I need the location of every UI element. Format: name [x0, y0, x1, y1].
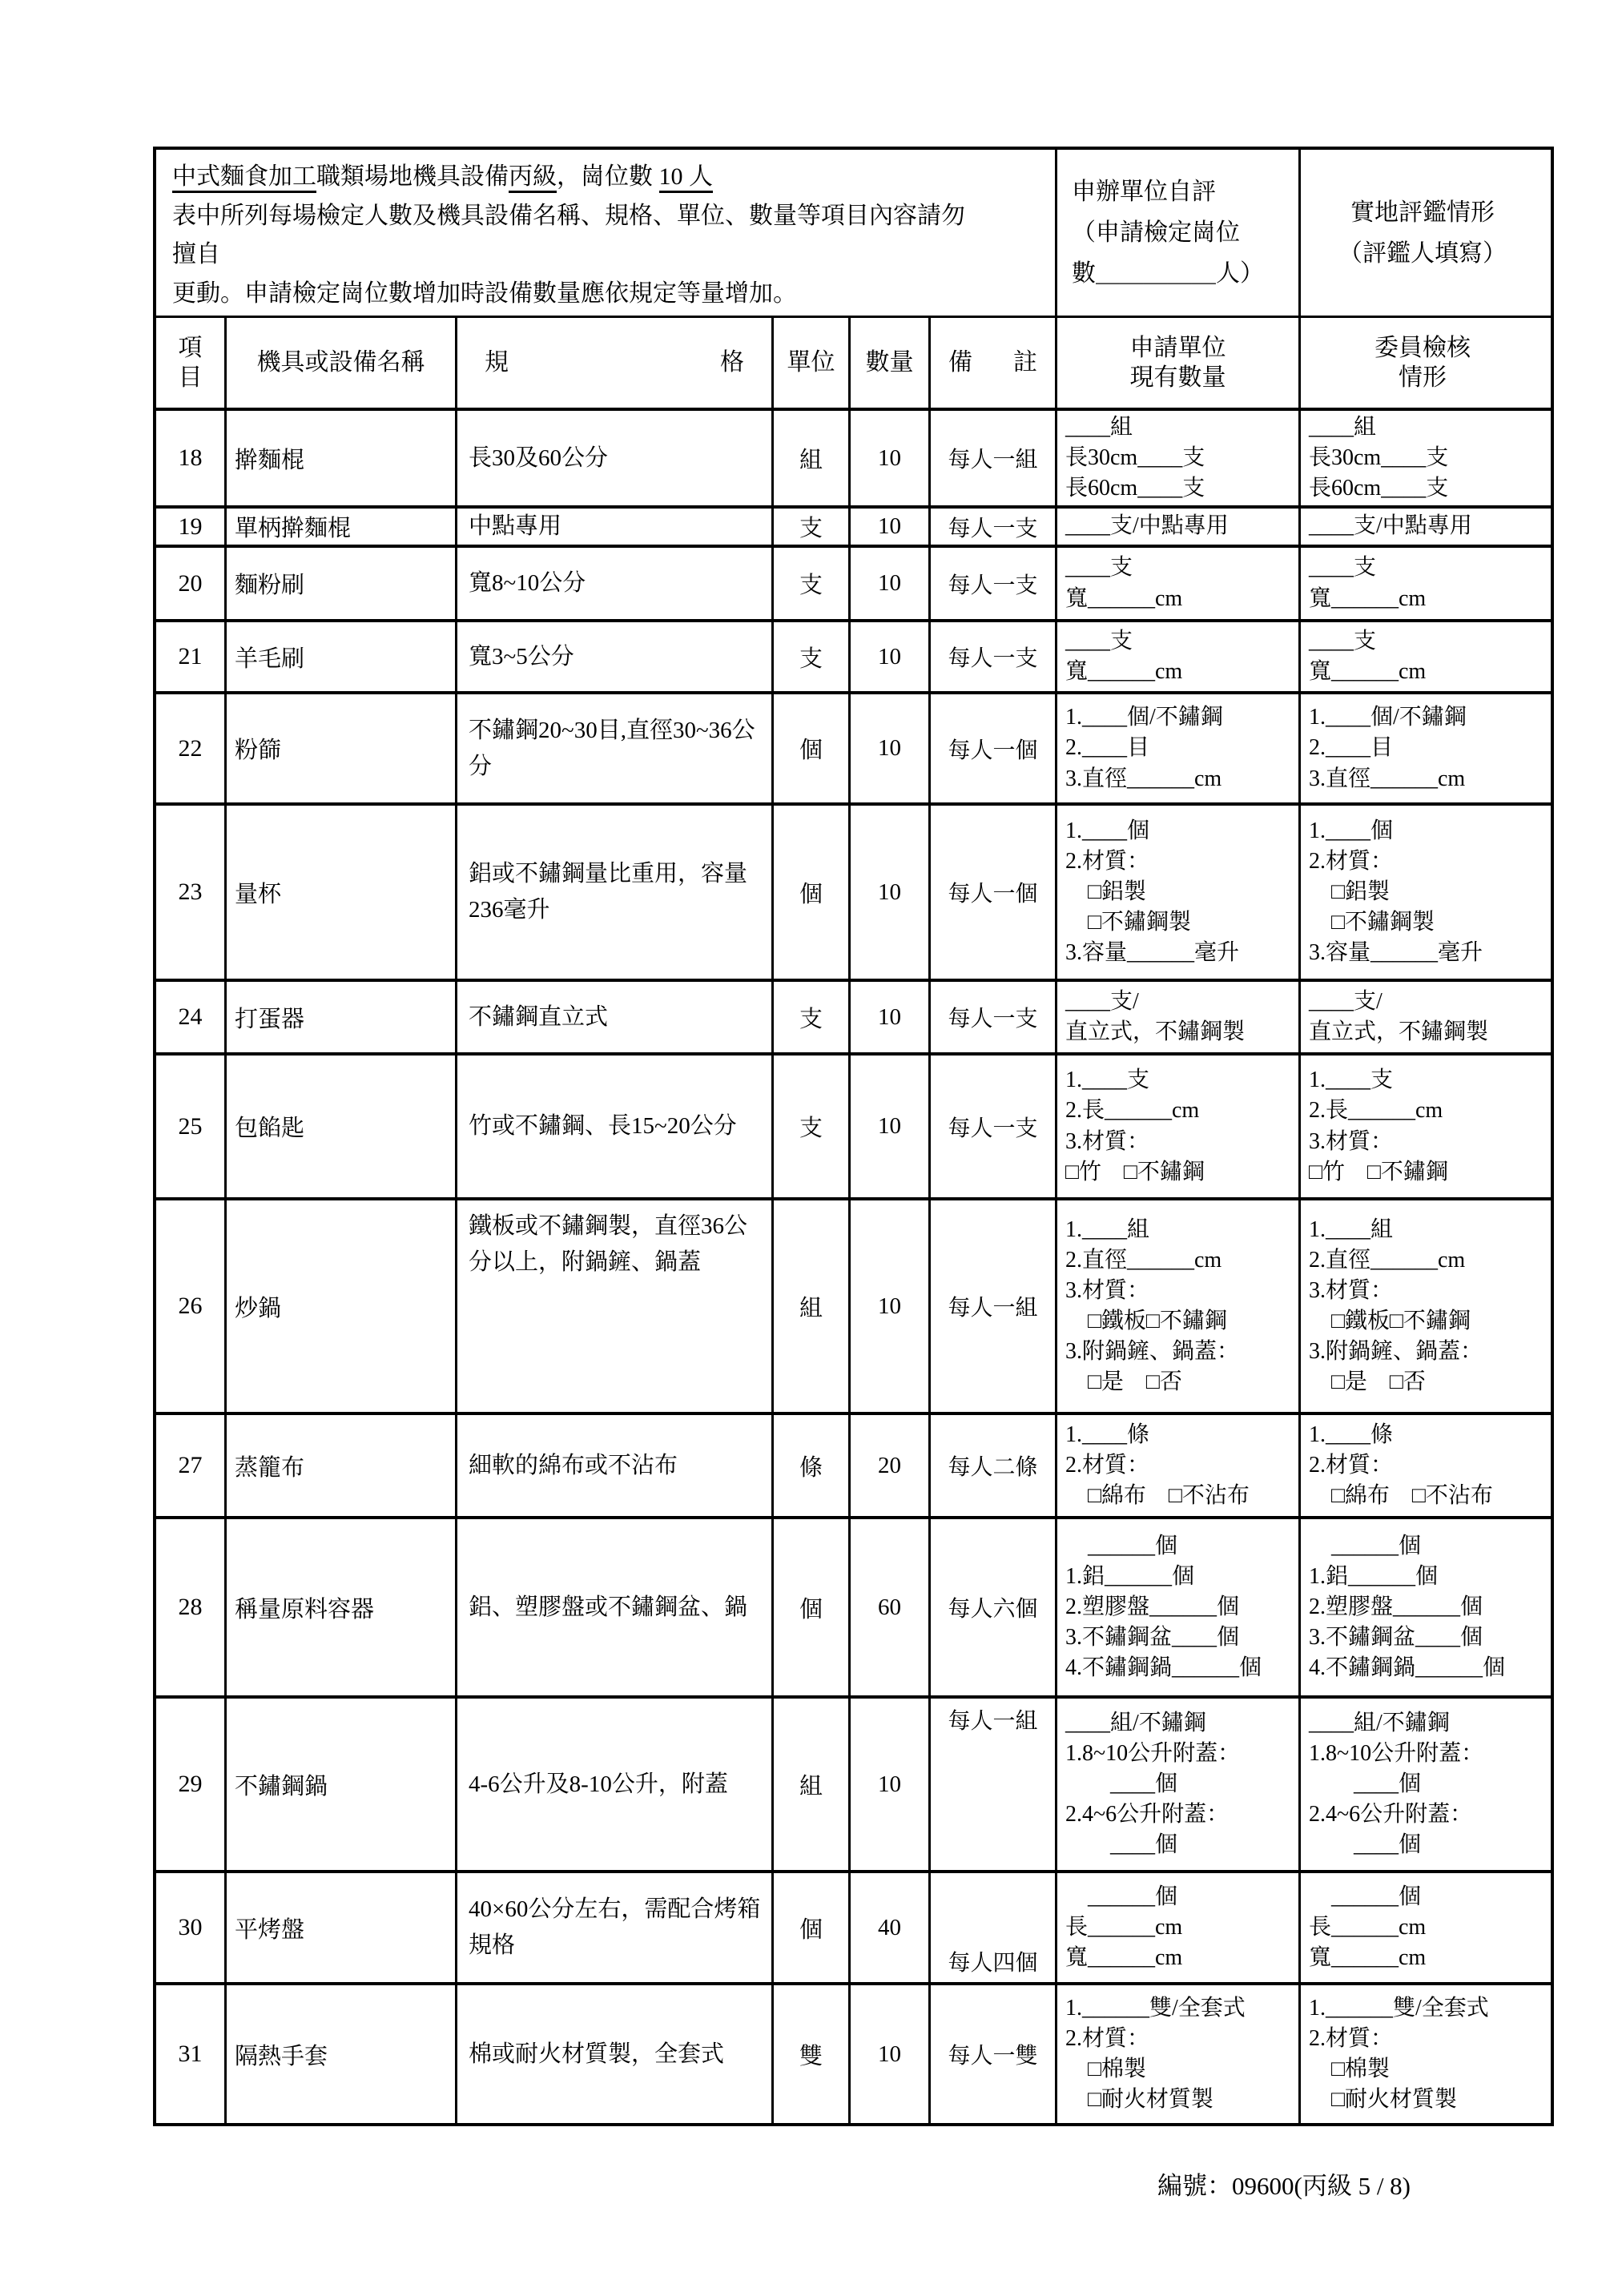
quantity-value: 10: [851, 1056, 931, 1197]
quantity-value: 60: [851, 1519, 931, 1695]
equipment-spec: 細軟的綿布或不沾布: [457, 1415, 774, 1516]
table-row: [156, 548, 1551, 622]
equipment-spec: 寬3~5公分: [457, 622, 774, 691]
form-line: 直立式，不鏽鋼製: [1309, 1019, 1489, 1044]
col-header-item: 項 目: [156, 318, 227, 408]
table-notes-cell: [156, 150, 1057, 316]
remark-value: 每人一個: [931, 694, 1057, 802]
form-line: 1.____組: [1065, 1216, 1150, 1242]
form-line: ____支/中點專用: [1065, 513, 1229, 539]
form-line: 2.材質：: [1309, 848, 1394, 874]
self-eval-line: 數＿＿＿＿＿人）: [1072, 260, 1264, 287]
table-row: [156, 509, 1551, 548]
committee-check-cell: [1301, 548, 1544, 619]
table-row: [156, 1985, 1551, 2123]
equipment-name: 平烤盤: [227, 1873, 457, 1982]
form-line: □鋁製: [1309, 879, 1390, 904]
applicant-quantity-cell: [1057, 1415, 1301, 1516]
form-line: ____個: [1065, 1832, 1178, 1858]
form-line: ____支/: [1309, 988, 1383, 1014]
form-line: □不鏽鋼製: [1065, 910, 1191, 935]
form-line: 2.直徑______cm: [1309, 1247, 1466, 1273]
remark-value: 每人一支: [931, 622, 1057, 691]
form-line: ____組/不鏽鋼: [1309, 1710, 1450, 1735]
form-line: □耐火材質製: [1065, 2087, 1213, 2113]
form-line: 1.____條: [1309, 1421, 1394, 1447]
form-line: ____個: [1309, 1832, 1422, 1858]
equipment-spec: 長30及60公分: [457, 411, 774, 505]
form-line: 1.______雙/全套式: [1309, 1995, 1489, 2021]
equipment-spec: 鐵板或不鏽鋼製，直徑36公分以上，附鍋鏟、鍋蓋: [457, 1200, 774, 1412]
remark-value: 每人一支: [931, 509, 1057, 545]
form-line: □不鏽鋼製: [1309, 910, 1435, 935]
form-line: 2.____目: [1065, 735, 1150, 761]
applicant-quantity-cell: [1057, 982, 1301, 1052]
committee-check-cell: [1301, 411, 1544, 505]
form-line: 2.____目: [1309, 735, 1394, 761]
equipment-spec: 鋁、塑膠盤或不鏽鋼盆、鍋: [457, 1519, 774, 1695]
committee-check-cell: [1301, 509, 1544, 545]
form-line: 寬______cm: [1065, 659, 1183, 684]
remark-value: 每人一組: [931, 1200, 1057, 1412]
title-level: 丙級: [509, 163, 557, 193]
applicant-quantity-cell: [1057, 411, 1301, 505]
equipment-name: 量杯: [227, 806, 457, 979]
remark-value: 每人六個: [931, 1519, 1057, 1695]
table-row: [156, 1415, 1551, 1519]
form-line: 2.4~6公升附蓋：: [1309, 1802, 1473, 1828]
remark-value: 每人一個: [931, 806, 1057, 979]
item-number: 25: [156, 1056, 227, 1197]
form-line: 直立式，不鏽鋼製: [1065, 1019, 1246, 1044]
equipment-spec: 4-6公升及8-10公升，附蓋: [457, 1699, 774, 1870]
quantity-value: 10: [851, 622, 931, 691]
applicant-quantity-cell: [1057, 694, 1301, 802]
form-line: 3.附鍋鏟、鍋蓋：: [1065, 1339, 1240, 1365]
unit-value: 個: [774, 694, 851, 802]
form-line: 2.材質：: [1309, 1452, 1394, 1478]
form-line: □耐火材質製: [1309, 2087, 1457, 2113]
remark-value: 每人一組: [931, 411, 1057, 505]
equipment-spec: 鋁或不鏽鋼量比重用，容量236毫升: [457, 806, 774, 979]
item-number: 27: [156, 1415, 227, 1516]
unit-value: 個: [774, 1873, 851, 1982]
form-line: ____支/中點專用: [1309, 513, 1472, 539]
applicant-quantity-cell: [1057, 1985, 1301, 2123]
item-number: 28: [156, 1519, 227, 1695]
form-line: □鋁製: [1065, 879, 1146, 904]
item-number: 18: [156, 411, 227, 505]
quantity-value: 10: [851, 982, 931, 1052]
equipment-name: 包餡匙: [227, 1056, 457, 1197]
form-line: □竹 □不鏽鋼: [1309, 1159, 1448, 1184]
form-line: 長60cm____支: [1309, 476, 1449, 501]
table-row: [156, 806, 1551, 982]
col-header-committee-check: 委員檢核 情形: [1374, 334, 1471, 391]
page-code: 編號：09600(丙級 5 / 8): [1157, 2172, 1411, 2200]
column-header-row: [156, 318, 1551, 411]
form-line: 長30cm____支: [1309, 444, 1449, 470]
form-line: ____組/不鏽鋼: [1065, 1710, 1206, 1735]
table-row: [156, 622, 1551, 694]
equipment-name: 擀麵棍: [227, 411, 457, 505]
table-row: [156, 694, 1551, 806]
table-row: [156, 982, 1551, 1056]
form-line: 3.不鏽鋼盆____個: [1065, 1625, 1240, 1651]
equipment-name: 蒸籠布: [227, 1415, 457, 1516]
applicant-quantity-cell: [1057, 806, 1301, 979]
form-line: 2.直徑______cm: [1065, 1247, 1222, 1273]
quantity-value: 10: [851, 411, 931, 505]
committee-check-cell: [1301, 1985, 1544, 2123]
form-line: 寬______cm: [1065, 585, 1183, 611]
item-number: 19: [156, 509, 227, 545]
item-number: 29: [156, 1699, 227, 1870]
unit-value: 組: [774, 1699, 851, 1870]
self-eval-line: 申辦單位自評: [1072, 179, 1216, 205]
item-number: 24: [156, 982, 227, 1052]
applicant-quantity-cell: [1057, 622, 1301, 691]
form-line: 長60cm____支: [1065, 476, 1205, 501]
unit-value: 組: [774, 411, 851, 505]
title-positions: 10 人: [659, 163, 714, 193]
unit-value: 支: [774, 548, 851, 619]
form-line: 3.不鏽鋼盆____個: [1309, 1625, 1483, 1651]
quantity-value: 10: [851, 509, 931, 545]
site-eval-line: （評鑑人填寫）: [1338, 239, 1507, 267]
form-line: □竹 □不鏽鋼: [1065, 1159, 1205, 1184]
table-row: [156, 1519, 1551, 1699]
equipment-spec: 不鏽鋼20~30目,直徑30~36公分: [457, 694, 774, 802]
form-line: 2.材質：: [1065, 2025, 1150, 2051]
form-line: □鐵板□不鏽鋼: [1309, 1309, 1471, 1333]
form-line: ______個: [1309, 1884, 1422, 1909]
committee-check-cell: [1301, 1873, 1544, 1982]
quantity-value: 10: [851, 1699, 931, 1870]
note-line: 表中所列每場檢定人數及機具設備名稱、規格、單位、數量等項目內容請勿: [172, 202, 965, 229]
quantity-value: 10: [851, 1200, 931, 1412]
committee-check-cell: [1301, 1415, 1544, 1516]
form-line: 1.8~10公升附蓋：: [1309, 1740, 1484, 1766]
equipment-table: [153, 147, 1554, 2126]
form-line: □綿布 □不沾布: [1065, 1483, 1250, 1509]
form-line: 2.材質：: [1065, 1452, 1150, 1478]
form-line: 1.______雙/全套式: [1065, 1995, 1246, 2021]
form-line: 長______cm: [1065, 1914, 1183, 1940]
remark-value: 每人二條: [931, 1415, 1057, 1516]
self-eval-line: （申請檢定崗位: [1072, 219, 1240, 246]
remark-value: 每人一組: [931, 1699, 1057, 1870]
form-line: 2.4~6公升附蓋：: [1065, 1802, 1230, 1828]
unit-value: 組: [774, 1200, 851, 1412]
document-title: 中式麵食加工職類場地機具設備丙級，崗位數 10 人: [172, 158, 1044, 197]
committee-check-cell: [1301, 622, 1544, 691]
form-line: ____個: [1065, 1771, 1178, 1796]
equipment-name: 稱量原料容器: [227, 1519, 457, 1695]
committee-check-cell: [1301, 1200, 1544, 1412]
applicant-quantity-cell: [1057, 1200, 1301, 1412]
equipment-name: 打蛋器: [227, 982, 457, 1052]
table-top-band: [156, 150, 1551, 318]
applicant-quantity-cell: [1057, 1519, 1301, 1695]
remark-value: 每人四個: [931, 1873, 1057, 1982]
equipment-spec: 不鏽鋼直立式: [457, 982, 774, 1052]
table-row: [156, 1200, 1551, 1415]
form-line: 2.長______cm: [1309, 1098, 1443, 1124]
equipment-spec: 40×60公分左右，需配合烤箱規格: [457, 1873, 774, 1982]
form-line: 2.材質：: [1065, 848, 1150, 874]
form-line: ____組: [1309, 414, 1377, 440]
note-line: 擅自: [172, 241, 220, 268]
unit-value: 支: [774, 1056, 851, 1197]
title-occupation: 中式麵食加工: [172, 163, 316, 193]
remark-value: 每人一支: [931, 548, 1057, 619]
form-line: □棉製: [1065, 2057, 1146, 2081]
form-line: □綿布 □不沾布: [1309, 1483, 1493, 1509]
form-line: □是 □否: [1065, 1369, 1182, 1395]
quantity-value: 40: [851, 1873, 931, 1982]
form-line: 1.鋁______個: [1309, 1563, 1439, 1589]
form-line: 3.直徑______cm: [1065, 766, 1222, 791]
applicant-quantity-cell: [1057, 1699, 1301, 1870]
applicant-quantity-cell: [1057, 1056, 1301, 1197]
note-line: 更動。申請檢定崗位數增加時設備數量應依規定等量增加。: [172, 279, 797, 307]
item-number: 22: [156, 694, 227, 802]
quantity-value: 10: [851, 806, 931, 979]
quantity-value: 10: [851, 1985, 931, 2123]
quantity-value: 10: [851, 694, 931, 802]
item-number: 26: [156, 1200, 227, 1412]
form-line: □是 □否: [1309, 1369, 1426, 1395]
form-line: ____支: [1065, 555, 1133, 581]
form-line: 3.容量______毫升: [1065, 940, 1240, 966]
equipment-name: 粉篩: [227, 694, 457, 802]
col-header-unit: 單位: [774, 318, 851, 408]
form-line: 1.____個/不鏽鋼: [1309, 705, 1467, 730]
form-line: ____支: [1309, 555, 1377, 581]
form-line: 3.材質：: [1309, 1128, 1394, 1154]
col-header-applicant-quantity: 申請單位 現有數量: [1057, 318, 1301, 408]
form-line: 1.____個/不鏽鋼: [1065, 705, 1223, 730]
form-line: 1.____支: [1065, 1068, 1150, 1093]
equipment-spec: 竹或不鏽鋼、長15~20公分: [457, 1056, 774, 1197]
table-row: [156, 1873, 1551, 1985]
form-line: 1.____個: [1309, 818, 1394, 843]
equipment-name: 不鏽鋼鍋: [227, 1699, 457, 1870]
form-line: 4.不鏽鋼鍋______個: [1309, 1655, 1506, 1681]
committee-check-cell: [1301, 694, 1544, 802]
item-number: 31: [156, 1985, 227, 2123]
form-line: 3.材質：: [1309, 1277, 1394, 1303]
form-line: 3.材質：: [1065, 1277, 1150, 1303]
form-line: 寬______cm: [1309, 659, 1427, 684]
form-line: 長30cm____支: [1065, 444, 1205, 470]
form-line: 2.塑膠盤______個: [1309, 1594, 1483, 1619]
item-number: 21: [156, 622, 227, 691]
item-number: 30: [156, 1873, 227, 1982]
form-line: 4.不鏽鋼鍋______個: [1065, 1655, 1262, 1681]
form-line: 長______cm: [1309, 1914, 1427, 1940]
form-line: □鐵板□不鏽鋼: [1065, 1309, 1227, 1333]
equipment-name: 隔熱手套: [227, 1985, 457, 2123]
form-line: ____個: [1309, 1771, 1422, 1796]
equipment-name: 炒鍋: [227, 1200, 457, 1412]
equipment-spec: 棉或耐火材質製，全套式: [457, 1985, 774, 2123]
self-evaluation-header-cell: [1057, 150, 1301, 316]
equipment-name: 麵粉刷: [227, 548, 457, 619]
form-line: ______個: [1065, 1533, 1178, 1558]
col-header-name: 機具或設備名稱: [227, 318, 457, 408]
col-header-quantity: 數量: [851, 318, 931, 408]
unit-value: 條: [774, 1415, 851, 1516]
unit-value: 支: [774, 622, 851, 691]
equipment-table-body: [156, 411, 1551, 2123]
site-eval-line: 實地評鑑情形: [1350, 199, 1495, 226]
committee-check-cell: [1301, 982, 1544, 1052]
form-line: 1.____條: [1065, 1421, 1150, 1447]
form-line: 3.直徑______cm: [1309, 766, 1466, 791]
applicant-quantity-cell: [1057, 1873, 1301, 1982]
unit-value: 支: [774, 982, 851, 1052]
form-line: 寬______cm: [1309, 585, 1427, 611]
form-line: 1.____個: [1065, 818, 1150, 843]
quantity-value: 20: [851, 1415, 931, 1516]
form-line: 2.材質：: [1309, 2025, 1394, 2051]
form-line: ____組: [1065, 414, 1133, 440]
unit-value: 支: [774, 509, 851, 545]
applicant-quantity-cell: [1057, 548, 1301, 619]
equipment-name: 羊毛刷: [227, 622, 457, 691]
form-line: □棉製: [1309, 2057, 1390, 2081]
form-line: ______個: [1065, 1884, 1178, 1909]
committee-check-cell: [1301, 806, 1544, 979]
committee-check-cell: [1301, 1519, 1544, 1695]
equipment-name: 單柄擀麵棍: [227, 509, 457, 545]
site-evaluation-header-cell: [1301, 150, 1544, 316]
equipment-spec: 中點專用: [457, 509, 774, 545]
form-line: ____支/: [1065, 988, 1139, 1014]
form-line: 1.鋁______個: [1065, 1563, 1195, 1589]
form-line: 寬______cm: [1065, 1945, 1183, 1971]
remark-value: 每人一雙: [931, 1985, 1057, 2123]
table-row: [156, 411, 1551, 509]
quantity-value: 10: [851, 548, 931, 619]
unit-value: 個: [774, 1519, 851, 1695]
committee-check-cell: [1301, 1056, 1544, 1197]
equipment-spec: 寬8~10公分: [457, 548, 774, 619]
form-line: ______個: [1309, 1533, 1422, 1558]
col-header-remark: 備 註: [931, 318, 1057, 408]
form-line: 1.____組: [1309, 1216, 1394, 1242]
table-row: [156, 1056, 1551, 1200]
item-number: 20: [156, 548, 227, 619]
col-header-spec: 規 格: [457, 318, 774, 408]
form-line: 1.____支: [1309, 1068, 1394, 1093]
form-line: 2.長______cm: [1065, 1098, 1200, 1124]
form-line: ____支: [1309, 628, 1377, 653]
form-line: 2.塑膠盤______個: [1065, 1594, 1240, 1619]
form-line: 寬______cm: [1309, 1945, 1427, 1971]
remark-value: 每人一支: [931, 1056, 1057, 1197]
form-line: ____支: [1065, 628, 1133, 653]
form-line: 3.材質：: [1065, 1128, 1150, 1154]
unit-value: 個: [774, 806, 851, 979]
form-line: 1.8~10公升附蓋：: [1065, 1740, 1241, 1766]
item-number: 23: [156, 806, 227, 979]
unit-value: 雙: [774, 1985, 851, 2123]
form-line: 3.容量______毫升: [1309, 940, 1483, 966]
form-line: 3.附鍋鏟、鍋蓋：: [1309, 1339, 1483, 1365]
applicant-quantity-cell: [1057, 509, 1301, 545]
remark-value: 每人一支: [931, 982, 1057, 1052]
table-row: [156, 1699, 1551, 1873]
committee-check-cell: [1301, 1699, 1544, 1870]
